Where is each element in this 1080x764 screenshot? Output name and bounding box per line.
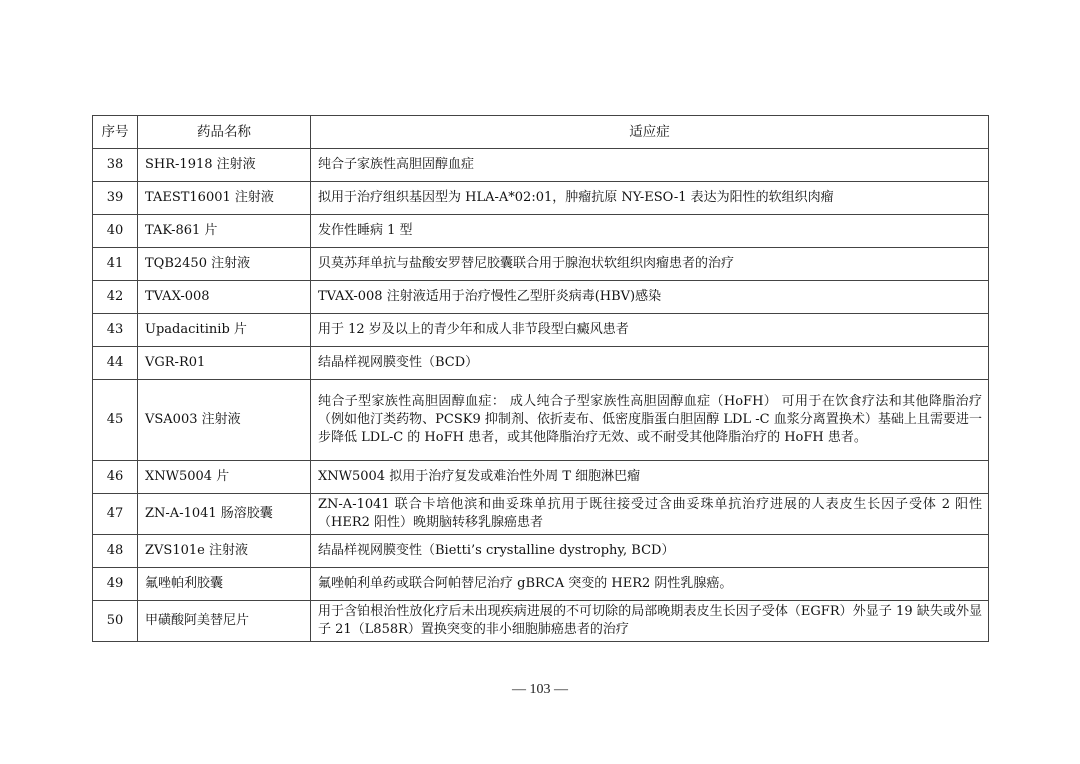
indication: 氟唑帕利单药或联合阿帕替尼治疗 gBRCA 突变的 HER2 阴性乳腺癌。: [311, 568, 989, 601]
table-row: [93, 568, 989, 601]
row-number: 50: [93, 601, 138, 642]
row-number: 40: [93, 215, 138, 248]
page-number: — 103 —: [512, 682, 568, 697]
indication: 拟用于治疗组织基因型为 HLA-A*02:01，肿瘤抗原 NY-ESO-1 表达为阳性的软组织肉瘤: [311, 182, 989, 215]
indication: 纯合子家族性高胆固醇血症: [311, 149, 989, 182]
table-row: [93, 380, 989, 461]
indication: TVAX-008 注射液适用于治疗慢性乙型肝炎病毒(HBV)感染: [311, 281, 989, 314]
table-row: [93, 182, 989, 215]
drug-name: TAK-861 片: [138, 215, 311, 248]
drug-name: SHR-1918 注射液: [138, 149, 311, 182]
header-indication: 适应症: [311, 116, 989, 149]
drug-name: 甲磺酸阿美替尼片: [138, 601, 311, 642]
drug-name: ZN-A-1041 肠溶胶囊: [138, 494, 311, 535]
table-row: [93, 215, 989, 248]
table-row: [93, 461, 989, 494]
table-row: [93, 248, 989, 281]
drug-table: [92, 115, 989, 642]
row-number: 49: [93, 568, 138, 601]
table-row: [93, 601, 989, 642]
indication: 纯合子型家族性高胆固醇血症： 成人纯合子型家族性高胆固醇血症（HoFH） 可用于在饮食疗法和其他降脂治疗（例如他汀类药物、PCSK9 抑制剂、依折麦布、低密度脂蛋白胆固醇 LDL -C 血浆分离置换术）基础上且需要进一步降低 LDL-C 的 HoFH 患者，或其他降脂治疗无效、或不耐受其他降脂治疗的 HoFH 患者。: [311, 380, 989, 461]
drug-name: VSA003 注射液: [138, 380, 311, 461]
indication: 发作性睡病 1 型: [311, 215, 989, 248]
drug-name: ZVS101e 注射液: [138, 535, 311, 568]
row-number: 45: [93, 380, 138, 461]
drug-name: TAEST16001 注射液: [138, 182, 311, 215]
drug-name: 氟唑帕利胶囊: [138, 568, 311, 601]
drug-name: TVAX-008: [138, 281, 311, 314]
row-number: 38: [93, 149, 138, 182]
indication: ZN-A-1041 联合卡培他滨和曲妥珠单抗用于既往接受过含曲妥珠单抗治疗进展的人表皮生长因子受体 2 阳性（HER2 阳性）晚期脑转移乳腺癌患者: [311, 494, 989, 535]
table-header-row: [93, 116, 989, 149]
table-row: [93, 535, 989, 568]
row-number: 41: [93, 248, 138, 281]
indication: 贝莫苏拜单抗与盐酸安罗替尼胶囊联合用于腺泡状软组织肉瘤患者的治疗: [311, 248, 989, 281]
header-drug-name: 药品名称: [138, 116, 311, 149]
drug-name: Upadacitinib 片: [138, 314, 311, 347]
table-row: [93, 314, 989, 347]
drug-name: XNW5004 片: [138, 461, 311, 494]
table-row: [93, 149, 989, 182]
indication: 用于含铂根治性放化疗后未出现疾病进展的不可切除的局部晚期表皮生长因子受体（EGFR）外显子 19 缺失或外显子 21（L858R）置换突变的非小细胞肺癌患者的治疗: [311, 601, 989, 642]
row-number: 44: [93, 347, 138, 380]
row-number: 47: [93, 494, 138, 535]
indication: 用于 12 岁及以上的青少年和成人非节段型白癜风患者: [311, 314, 989, 347]
row-number: 39: [93, 182, 138, 215]
row-number: 46: [93, 461, 138, 494]
indication: 结晶样视网膜变性（BCD）: [311, 347, 989, 380]
row-number: 43: [93, 314, 138, 347]
indication: XNW5004 拟用于治疗复发或难治性外周 T 细胞淋巴瘤: [311, 461, 989, 494]
table-row: [93, 281, 989, 314]
header-no: 序号: [93, 116, 138, 149]
drug-name: TQB2450 注射液: [138, 248, 311, 281]
row-number: 48: [93, 535, 138, 568]
table-row: [93, 494, 989, 535]
table-row: [93, 347, 989, 380]
drug-name: VGR-R01: [138, 347, 311, 380]
indication: 结晶样视网膜变性（Bietti’s crystalline dystrophy, BCD）: [311, 535, 989, 568]
row-number: 42: [93, 281, 138, 314]
